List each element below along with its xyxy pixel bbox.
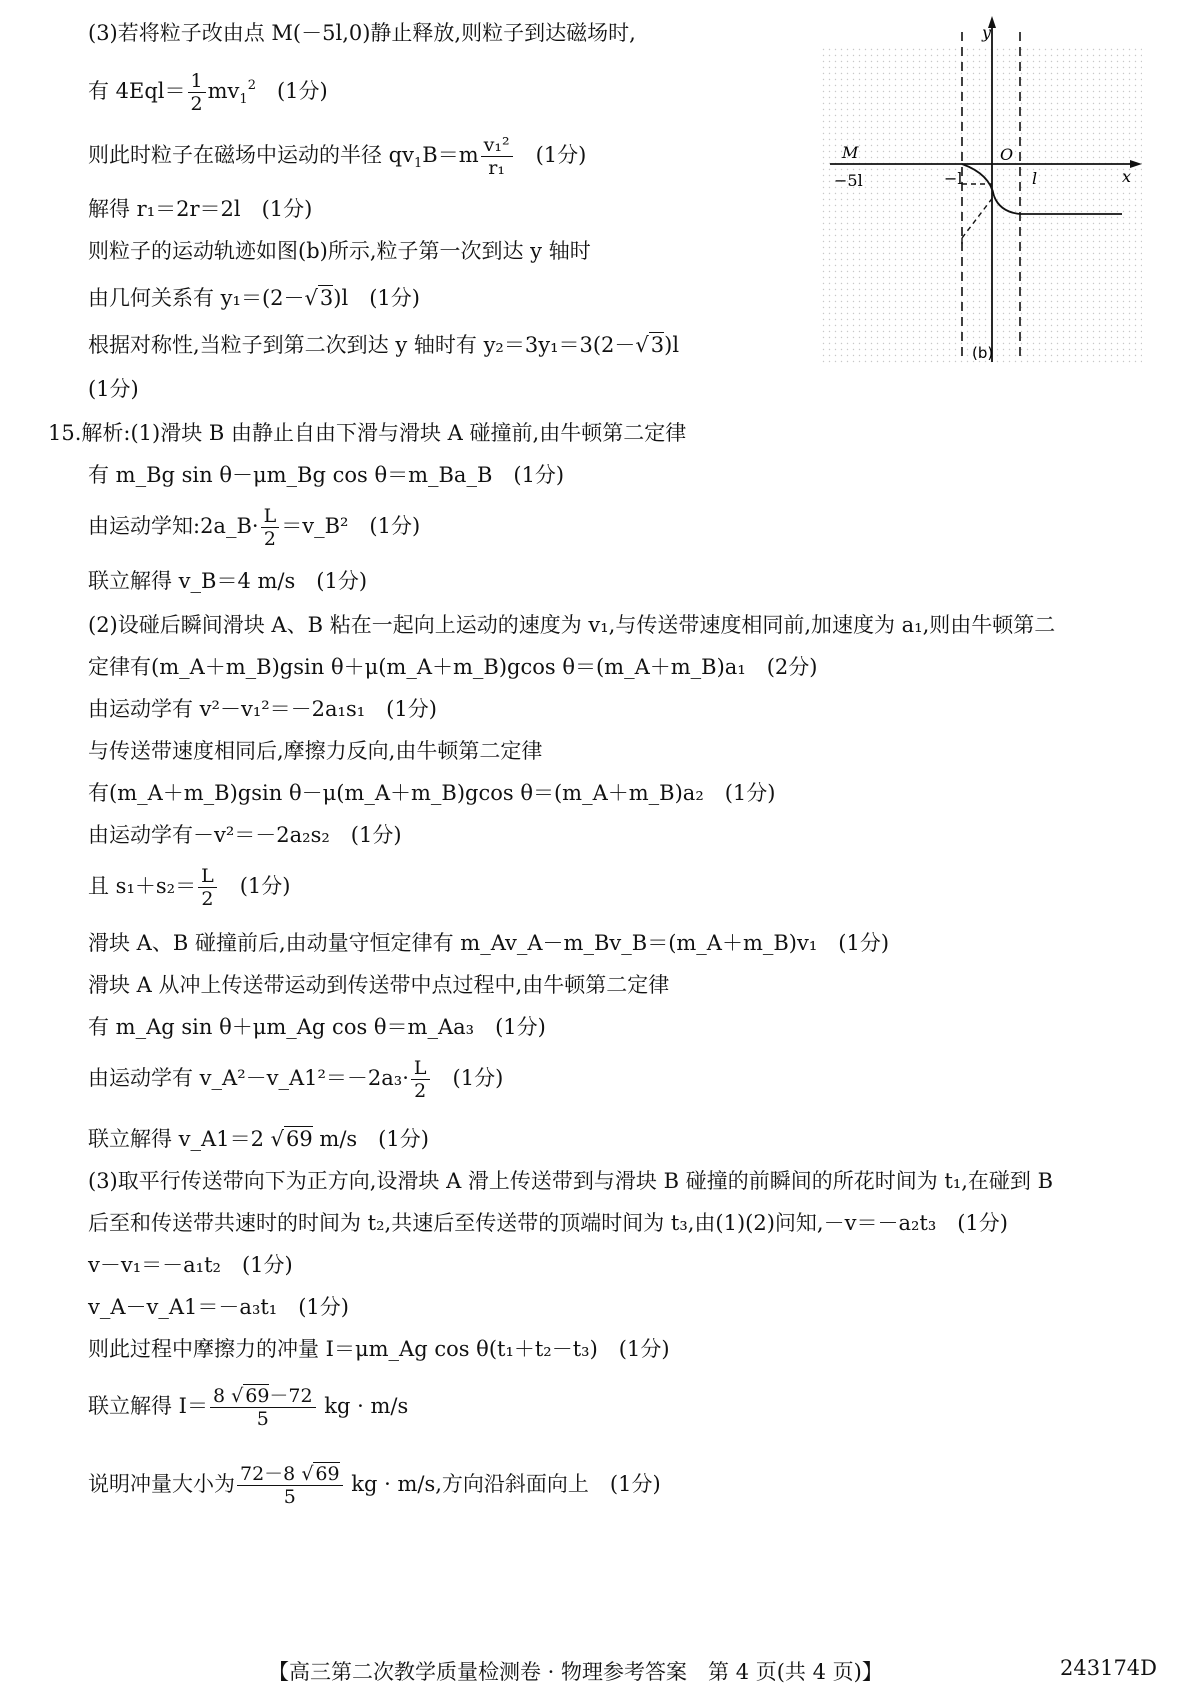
formula-line: 由运动学知:2a_B· $\frac{L}{2}$ ＝v_B² (1分) <box>88 505 421 550</box>
formula-line: 由几何关系有 y₁＝(2－√3)l (1分) <box>88 286 420 310</box>
field-region <box>822 46 1142 366</box>
trajectory-figure <box>822 12 1142 384</box>
footer-title: 【高三第二次教学质量检测卷 · 物理参考答案 第 4 页(共 4 页)】 <box>268 1660 883 1684</box>
text-line: 定律有(m_A＋m_B)gsin θ＋μ(m_A＋m_B)gcos θ＝(m_A＋m_B)a₁ (2分) <box>88 655 818 679</box>
fraction: $\frac{L}{2}$ <box>198 865 217 910</box>
text-line: 有(m_A＋m_B)gsin θ－μ(m_A＋m_B)gcos θ＝(m_A＋m_B)a₂ (1分) <box>88 781 776 805</box>
footer-code: 243174D <box>1060 1656 1158 1680</box>
text-line: 联立解得 v_B＝4 m/s (1分) <box>88 569 368 593</box>
formula-line: 有 4Eql＝ $\frac{1}{2}$ $mv_1^2$ (1分) <box>88 70 328 115</box>
question-number: 15. <box>48 421 82 445</box>
trajectory-diagram <box>822 12 1142 384</box>
text-line: (1分) <box>88 377 139 401</box>
text-line: 则此过程中摩擦力的冲量 I＝μm_Ag cos θ(t₁＋t₂－t₃) (1分) <box>88 1337 670 1361</box>
text-line: 解得 r₁＝2r＝2l (1分) <box>88 197 313 221</box>
l-label: l <box>1032 169 1038 188</box>
neg5l-label: −5l <box>834 171 863 190</box>
text-line: 由运动学有 v²－v₁²＝－2a₁s₁ (1分) <box>88 697 437 721</box>
text-line: 与传送带速度相同后,摩擦力反向,由牛顿第二定律 <box>88 739 543 763</box>
m-label: M <box>842 143 859 162</box>
figure-caption: (b) <box>972 344 994 362</box>
text-line: 有 m_Ag sin θ＋μm_Ag cos θ＝m_Aa₃ (1分) <box>88 1015 546 1039</box>
fraction: $\frac{1}{2}$ <box>188 70 206 115</box>
formula-line: 联立解得 v_A1＝2 √69 m/s (1分) <box>88 1127 429 1151</box>
text-line: 则粒子的运动轨迹如图(b)所示,粒子第一次到达 y 轴时 <box>88 239 591 263</box>
text-line: 15.解析:(1)滑块 B 由静止自由下滑与滑块 A 碰撞前,由牛顿第二定律 <box>48 421 687 445</box>
text-line: (3)取平行传送带向下为正方向,设滑块 A 滑上传送带到与滑块 B 碰撞的前瞬间的所花时间为 t₁,在碰到 B <box>88 1169 1054 1193</box>
fraction: $\frac{\text{v₁²}}{\text{r₁}}$ <box>481 134 513 179</box>
fraction: $\frac{L}{2}$ <box>261 505 280 550</box>
formula-line: 则此时粒子在磁场中运动的半径 $qv_1B=m$ $\frac{\text{v₁²}}{\text{r₁}}$ (1分) <box>88 134 587 179</box>
negl-label: −l <box>944 169 963 188</box>
text-line: (2)设碰后瞬间滑块 A、B 粘在一起向上运动的速度为 v₁,与传送带速度相同前,加速度为 a₁,则由牛顿第二 <box>88 613 1056 637</box>
text-line: 滑块 A 从冲上传送带运动到传送带中点过程中,由牛顿第二定律 <box>88 973 670 997</box>
formula-line: 根据对称性,当粒子到第二次到达 y 轴时有 y₂＝3y₁＝3(2－√3)l <box>88 333 680 357</box>
fraction: $\frac{8 √ 69-72}{5}$ <box>210 1385 316 1430</box>
text-line: v－v₁＝－a₁t₂ (1分) <box>88 1253 293 1277</box>
fraction: $\frac{72-8 √ 69}{5}$ <box>237 1463 343 1508</box>
fraction: $\frac{L}{2}$ <box>411 1057 430 1102</box>
text-line: v_A－v_A1＝－a₃t₁ (1分) <box>88 1295 349 1319</box>
x-label: x <box>1122 167 1132 186</box>
text-line: (3)若将粒子改由点 M(－5l,0)静止释放,则粒子到达磁场时, <box>88 21 636 45</box>
text-line: 有 m_Bg sin θ－μm_Bg cos θ＝m_Ba_B (1分) <box>88 463 565 487</box>
o-label: O <box>1000 145 1014 164</box>
text-line: 滑块 A、B 碰撞前后,由动量守恒定律有 m_Av_A－m_Bv_B＝(m_A＋m_B)v₁ (1分) <box>88 931 890 955</box>
text-line: 由运动学有－v²＝－2a₂s₂ (1分) <box>88 823 402 847</box>
text-line: 后至和传送带共速时的时间为 t₂,共速后至传送带的顶端时间为 t₃,由(1)(2)问知,－v＝－a₂t₃ (1分) <box>88 1211 1008 1235</box>
formula-line: 且 s₁＋s₂＝ $\frac{L}{2}$ (1分) <box>88 865 291 910</box>
formula-line: 由运动学有 v_A²－v_A1²＝－2a₃· $\frac{L}{2}$ (1分) <box>88 1057 504 1102</box>
formula-line: 说明冲量大小为 $\frac{72-8 √ 69}{5}$ kg · m/s,方向沿斜面向上 (1分) <box>88 1463 661 1508</box>
formula-line: 联立解得 I＝ $\frac{8 √ 69-72}{5}$ kg · m/s <box>88 1385 409 1430</box>
y-label: y <box>982 23 992 42</box>
